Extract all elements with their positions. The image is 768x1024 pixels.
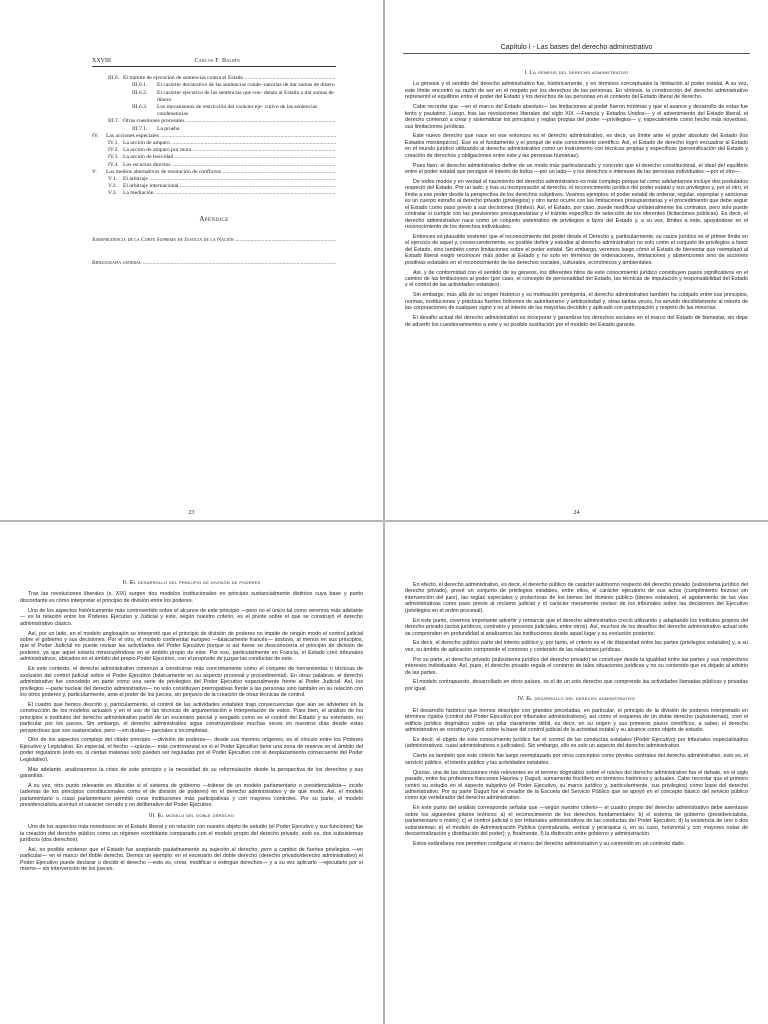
body-paragraph: Así, es posible sostener que el Estado fue aceptando paulatinamente su sujeción al derecho, pero a cambio de fuertes privilegios —en particular— en el marco del doble derecho. Demos un ejemplo: en el escenario del doble derecho (derecho privado/derecho administrativo) el Poder Ejecutivo puede declarar o decidir el derecho —esto es, crear, modificar o extinguir derechos— y a su vez aplicarlo —ejecutarlo por sí mismo— sin intervención de los jueces. [20, 846, 363, 873]
page-bottom-right [385, 522, 768, 1024]
toc-entry[interactable] [92, 169, 336, 176]
toc-entry-text: El carácter ejecutivo de las sentencias que con- denan al Estado a dar sumas de dinero [157, 89, 334, 103]
toc-entry-number: IV. [92, 132, 99, 139]
running-header [92, 58, 336, 67]
section-heading: III. El modelo del doble derecho [148, 812, 235, 819]
toc-entry-text: La acción de amparo ..... [123, 140, 336, 147]
header-page-number: XXVIII [92, 58, 111, 64]
toc-entry-text: La acción de amparo por mora ..... [123, 147, 336, 154]
toc-entry-text: Otras cuestiones procesales ..... [123, 118, 336, 125]
page-24 [385, 0, 768, 520]
paragraph-group [20, 591, 363, 808]
header-author: Carlos F. Balbín [194, 58, 240, 64]
body-paragraph: Uno de los aspectos más novedosos en el Estado liberal y en relación con nuestro objeto de estudio (el Poder Ejecutivo y sus funciones) fue la creación del derecho público como un régimen exorbitante comparado con el modelo propio del derecho privado, esto es, dos subsistemas jurídicos (dos derechos). [20, 824, 363, 844]
page-bottom-left [0, 522, 383, 1024]
toc-entry-text: Los medios alternativos de resolución de conflictos ..... [106, 169, 336, 176]
toc-entry-text: El arbitraje internacional ..... [123, 183, 336, 190]
body-paragraph: Otro de los aspectos complejo del citado principio —división de poderes—, desde sus mismos orígenes, es el vínculo entre los Poderes Ejecutivo y Legislativo. En especial, el hecho —quizás— más controversial es si el Poder Ejecutivo tiene una zona de reserva en el ámbito del poder regulatorio (esto es, si ciertas materias solo pueden ser reguladas por el Poder Ejecutivo con el desplazamiento consecuente del Poder Legislativo). [20, 737, 363, 763]
toc-appendix-entry[interactable] [92, 260, 336, 267]
body-paragraph: Por su parte, el derecho privado (subsistema jurídico del derecho privado) se construye desde la igualdad entre las partes y sus respectivos intereses individuales. Así, pues, el derecho privado regula el contorno de tales situaciones jurídicas y no su contenido que es dejado al arbitrio de las partes. [405, 656, 748, 676]
toc-entry-number: III.6.3. [132, 104, 148, 111]
body-paragraph: Estos estándares nos permiten configurar el marco del derecho administrativo y su contenido en un contexto dado. [413, 840, 686, 847]
toc-entry[interactable] [92, 90, 336, 104]
toc-entry[interactable] [92, 82, 336, 89]
toc-entry-text: La mediación ..... [123, 190, 336, 197]
appendix-title: Apéndice [199, 214, 229, 223]
toc-entry[interactable] [92, 190, 336, 197]
toc-entry-number: III.7.1. [132, 125, 148, 132]
body-paragraph: Cierto es también que este criterio fue luego reemplazado por otros conceptos como pivotes centrales del derecho administrativo, esto es, el servicio público, el interés público y las actividades estatales. [405, 753, 748, 766]
toc-entry-text: Las acciones especiales ..... [106, 133, 336, 140]
section-heading: II. El desarrollo del principio de división de poderes [122, 580, 261, 586]
toc-entry[interactable] [92, 126, 336, 133]
page-number: 23 [188, 510, 195, 516]
toc-entry-number: IV.3. [108, 154, 119, 161]
toc-entry-number: IV.1. [108, 140, 119, 147]
section-heading: IV. El desarrollo del derecho administrativo [517, 696, 636, 703]
paragraph-group [405, 582, 748, 692]
body-paragraph: Es decir, el objeto de este conocimiento jurídico fue el control de las conductas estatales (Poder Ejecutivo) por tribunales especializados (administrativos, cuasi administrativos o judiciales). Sin embargo, ello es solo un aspecto del derecho administrativo. [405, 737, 748, 750]
toc-entry-number: III.6.2. [132, 89, 148, 96]
body-paragraph: El desarrollo histórico que hemos descripto con grandes pinceladas, en particular, el principio de la división de poderes interpretado en términos rígidos (control del Poder Ejecutivo por tribunales administrativos), así como el esquema de un doble derecho (subsistemas), creó el edificio jurídico dogmático sobre un pilar claramente débil, es decir, en su origen y sus primeros pasos científicos, a saber, el derecho administrativo se construyó y giró sobre la base del control judicial de la actividad estatal y su alcance como objeto de estudio. [405, 707, 748, 734]
toc-entry-number: III.7. [108, 118, 120, 125]
page-body [20, 580, 363, 876]
body-paragraph: Este nuevo derecho que nace en ese entonces es el derecho administrativo, es decir, un límite ante el poder absoluto del Estado (los Estados monárquicos). Ese es el fundamento y el porqué de este conocimiento científico. Así, el Estado de derecho logró encuadrar al Estado en el mundo jurídico utilizando al derecho administrativo como un instrumento con técnicas propias y específicas (personificación del Estado y creación de derechos y obligaciones entre este y las personas humanas). [405, 133, 748, 159]
toc-entry-number: III.6.1. [132, 82, 148, 89]
body-paragraph: El cuadro que hemos descrito y, particularmente, el control de las actividades estatales trajo consecuencias que aún se advierten en la construcción de los modelos actuales y en el uso de las técnicas de argumentación e interpretación de estos. Pues bien, el análisis de los principios e institutos del derecho administrativo partió de un escenario parcial y sesgado como es el control del Estado y su extensión, en particular por los jueces. Sin embargo, el derecho administrativo sigue construyéndose muchas veces en nuestros días desde estas perspectivas que son sustanciales, pero —sin dudas— parciales e incompletas. [20, 701, 363, 734]
toc-entry[interactable] [92, 176, 336, 183]
toc-entry[interactable] [92, 162, 336, 169]
body-paragraph: Cabe recordar que —en el marco del Estado absoluto— las limitaciones al poder fueron mínimas y que el avance y desarrollo de estas fue lento y paulatino. Luego, tras las revoluciones liberales del siglo XIX —Francia y Estados Unidos— y el advenimiento del Estado liberal, el derecho comenzó a crear y sistematizar los principios y reglas propias del poder —privilegios— y, especialmente como hecho más novedoso, sus limitaciones jurídicas. [405, 104, 748, 130]
page-body [405, 582, 748, 851]
toc-entry-text: El carácter declarativo de las sentencias conde- natorias de dar sumas de dinero [157, 82, 335, 89]
toc-appendix-text: Jurisprudencia de la Corte Suprema de Justicia de la Nación ..... [92, 237, 336, 244]
toc-entry-number: IV.2. [108, 147, 119, 154]
toc-entry[interactable] [92, 147, 336, 154]
body-paragraph: En este punto del análisis corresponde señalar que —según nuestro criterio— el cuadro propio del derecho administrativo debe asentarse sobre los siguientes pilares teóricos: a) el reconocimiento de los derechos fundamentales; b) el sistema de gobierno (presidencialista, parlamentario o mixto); c) el control judicial o por tribunales administrativos de las conductas del Poder Ejecutivo; d) la existencia de uno o dos subsistemas; e) el modelo de Administración Pública (centralizada, vertical y jerárquica o, en su caso, horizontal y con mayores notas de descentralización y distribución del poder); y, finalmente, f) la distinción entre gobierno y administración. [405, 805, 748, 838]
table-of-contents [92, 58, 336, 283]
paragraph-group [405, 81, 748, 328]
toc-entry-number: IV.4. [108, 161, 119, 168]
toc-entry-text: El arbitraje ..... [123, 176, 336, 183]
body-paragraph: Pues bien, el derecho administrativo define de un modo más particularizado y concreto que el derecho constitucional, el ideal del equilibrio entre el poder estatal que persigue el interés de todos —por un lado— y los derechos e intereses de las personas individuales —por el otro—. [405, 162, 748, 176]
page-number: 24 [573, 510, 580, 516]
body-paragraph: Uno de los aspectos históricamente más controvertido sobre el alcance de este principio —pero no el único tal como veremos más adelante— es la relación entre los Poderes Ejecutivo y Judicial y este, según nuestro criterio, es el pivote sobre el que se construyó el derecho administrativo clásico. [20, 607, 363, 627]
toc-entry[interactable] [92, 75, 336, 82]
body-paragraph: De todos modos y en verdad el nacimiento del derecho administrativo es más complejo porque tal como adelantamos incluye dos postulados respecto del Estado. Por un lado, y tras su incorporación al derecho, el reconocimiento jurídico del poder estatal y sus privilegios y, por el otro, el límite a ese poder desde la perspectiva de los derechos subjetivos. Veamos ejemplos: el poder estatal de ordenar, regular, expropiar y sancionar es un cuerpo extraño al derecho privado (privilegios) y otro tanto ocurre con las limitaciones presupuestarias y el procedimiento que debe seguir el Estado como paso previo a sus decisiones (límites). Así, el Estado, por caso, puede modificar unilateralmente los contratos, pero solo puede contratar si cumple con las previsiones presupuestarias y el trámite especifico de selección de los oferentes (licitaciones públicas). Es decir, el derecho administrativo nace como un conjunto sistemático de privilegios a favor del Estado y, a su vez, límites a este, apoyándose en el reconocimiento de los derechos individuales. [405, 178, 748, 231]
body-paragraph: Es decir, el derecho público parte del interés público y, por tanto, el criterio es el de disparidad entre las partes (privilegios estatales) y, a su vez, su ámbito de aplicación comprende el contorno y contenido de las relaciones jurídicas. [405, 640, 748, 653]
toc-entry-number: V.3. [108, 190, 117, 197]
toc-entry[interactable] [92, 118, 336, 125]
toc-entry-text: Los mecanismos de restricción del carácter eje- cutivo de las sentencias condenatorias [157, 104, 318, 118]
toc-entry-text: Los recursos directos ..... [123, 162, 336, 169]
section-heading: I. La génesis del derecho administrativo [524, 70, 629, 76]
paragraph-group [20, 824, 363, 873]
body-paragraph: Sin embargo, más allá de su origen histórico y su motivación primigenia, el derecho administrativo también ha cobijado entre sus principios, normas, instituciones y prácticas fuertes bolsones de autoritarismo y arbitrariedad y, otras tantas veces, ha servido decididamente al interés de las corporaciones de cualquier signo y no al interés de las mayorías decidido y aplicado con participación y respeto de las minorías. [405, 292, 748, 312]
toc-entry-number: V.1. [108, 176, 117, 183]
body-paragraph: Tras las revoluciones liberales (s. XIX) surgen dos modelos institucionales en principio sustancialmente distintos cuya base y punto discordante es cómo interpretar el principio de división entre los poderes. [20, 591, 363, 604]
toc-entry[interactable] [92, 140, 336, 147]
body-paragraph: Quizás, una de las discusiones más relevantes en el terreno dogmático sobre el núcleo del derecho administrativo fue el debate, en el siglo pasado, entre los profesores franceses Hauriou y Duguit, sumamente fructífero en términos históricos y actuales. Cabe recordar que el primero centró su estudio en el aspecto subjetivo (el Poder Ejecutivo, su marco jurídico y, particularmente, sus privilegios) como base del derecho administrativo. Por su parte Duguit fue el creador de la Escuela del Servicio Público que se apoyó en el concepto básico del servicio público como eje vertebrador del derecho administrativo. [405, 769, 748, 802]
body-paragraph: Así, por un lado, en el modelo anglosajón se interpretó que el principio de división de poderes no impide de ningún modo el control judicial sobre el gobierno y sus decisiones. Por el otro, el modelo continental europeo —básicamente francés— sostuvo, al menos en sus principios, que el Poder Judicial no puede revisar las actividades del Poder Ejecutivo porque si así fuese se desconocería el principio de división de poderes, ya que aquel estaría inmiscuyéndose en el ámbito propio de este. Por eso, particularmente en Francia, el Estado creó tribunales administrativos, ubicados en el ámbito del propio Poder Ejecutivo, con el propósito de juzgar las conductas de este. [20, 630, 363, 663]
body-paragraph: En efecto, el derecho administrativo, es decir, el derecho público de carácter autónomo respecto del derecho privado (subsistema jurídico del derecho privado), prevé un conjunto de privilegios estatales, entre ellos, el carácter ejecutorio de sus actos (cumplimiento forzoso sin intervención del juez), las reglas especiales y protectoras de los bienes del dominio público (bienes estatales), el agotamiento de las vías administrativas como paso previo al reclamo judicial y el carácter meramente revisor de los tribunales sobre las decisiones del Ejecutivo (privilegios en el orden procesal). [405, 582, 748, 614]
toc-entry[interactable] [92, 104, 336, 118]
toc-entry-text: La acción de lesividad ..... [123, 154, 336, 161]
body-paragraph: Más adelante, analizaremos la crisis de este principio y la necesidad de su reformulación desde la perspectiva de los derechos y sus garantías. [20, 766, 363, 780]
body-paragraph: El desafío actual del derecho administrativo es incorporar y garantizar los derechos sociales en el marco del Estado de bienestar, sin dejar de advertir los cuestionamientos a este y su posible sustitución por el modelo del Estado garante. [405, 315, 748, 328]
body-paragraph: A su vez, otro punto relevante es dilucidar si el sistema de gobierno —trátese de un modelo parlamentario o presidencialista— incide (además de los principios constitucionales como el de división de poderes) en el derecho administrativo y de qué modo. Así, el modelo parlamentario o cuasi parlamentario permitió crear instituciones más participativas y con mayores controles. Por su parte, el modelo presidencialista acentuó el carácter cerrado y no deliberativo del Poder Ejecutivo. [20, 782, 363, 809]
toc-entry-number: V. [92, 168, 97, 175]
toc-entry-text: El trámite de ejecución de sentencias contra el Estado ..... [123, 75, 336, 82]
body-paragraph: En este punto, creemos importante advertir y remarcar que el derecho administrativo creció utilizando y adaptando los institutos propios del derecho privado (actos jurídicos, contratos y procesos judiciales, entre otros). Así, muchos de los desafíos del derecho administrativo actual solo se comprenden en profundidad si analizamos las instituciones desde aquel lugar y su evolución posterior. [405, 617, 748, 637]
toc-entry-number: III.6. [108, 75, 120, 82]
toc-entry[interactable] [92, 183, 336, 190]
paragraph-group [405, 708, 748, 848]
body-paragraph: El modelo contrapuesto, desarrollado en otros países, es el de un solo derecho que comprende las actividades llamadas públicas y privadas por igual. [405, 679, 748, 692]
toc-entries [92, 75, 336, 197]
toc-appendix-text: Bibliografía general ..... [92, 260, 336, 267]
page-body [405, 70, 748, 331]
toc-entry-text: La prueba [157, 125, 180, 132]
toc-entry-number: V.2. [108, 183, 117, 190]
body-paragraph: Así, y de conformidad con el sentido de su génesis, los diferentes hitos de este conocimiento jurídico constituyen pasos significativos en el camino de las limitaciones al poder (por caso, el concepto de personalidad del Estado, las técnicas de imputación y responsabilidad del Estado y el control de las actividades estatales). [405, 269, 748, 289]
toc-entry[interactable] [92, 133, 336, 140]
toc-entry[interactable] [92, 154, 336, 161]
body-paragraph: La génesis y el sentido del derecho administrativo fue, históricamente, y en términos conceptuales la limitación al poder estatal. A su vez, este límite encontró su razón de ser en el respeto por los derechos de las personas. En síntesis, la construcción del derecho administrativo representó el equilibrio entre el poder del Estado y los derechos de las personas en el contexto del Estado liberal de derecho. [405, 81, 748, 101]
body-paragraph: Entonces es plausible sostener que el reconocimiento del poder desde el Derecho y, particularmente, su cauce jurídico es el primer límite en el ejercicio de aquel y, consecuentemente, es posible definir y estudiar al derecho administrativo no solo como el conjunto de privilegios a favor del Estado, sino también como limitaciones sobre el poder estatal. Sin embargo, veremos luego cómo el Estado de bienestar que reemplazó al Estado liberal exigió reconocer más poder al Estado y no solo en términos de ordenaciones, limitaciones y abstenciones sino de acciones positivas estatales en el reconocimiento de los derechos sociales, culturales, económicos y ambientales. [405, 233, 748, 266]
page-23 [0, 0, 383, 520]
body-paragraph: En este contexto, el derecho administrativo comenzó a construirse más concretamente como el conjunto de herramientas o técnicas de exclusión del control judicial sobre el Poder Ejecutivo (básicamente en su aspecto procesal y procedimental). En otras palabras, el derecho administrativo fue concebido en parte como una serie de privilegios del Poder Ejecutivo especialmente frente al Poder Judicial. Así, los privilegios —parte nuclear del derecho administrativo— no solo constituyen prerrogativas frente a las personas sino también en su relación con los otros poderes y, particularmente, ante el poder de los jueces, sin perjuicio de la creación de otras técnicas de control. [20, 666, 363, 698]
toc-appendix-entry[interactable] [92, 237, 336, 244]
chapter-title: Capítulo I - Las bases del derecho administrativo [403, 44, 750, 54]
